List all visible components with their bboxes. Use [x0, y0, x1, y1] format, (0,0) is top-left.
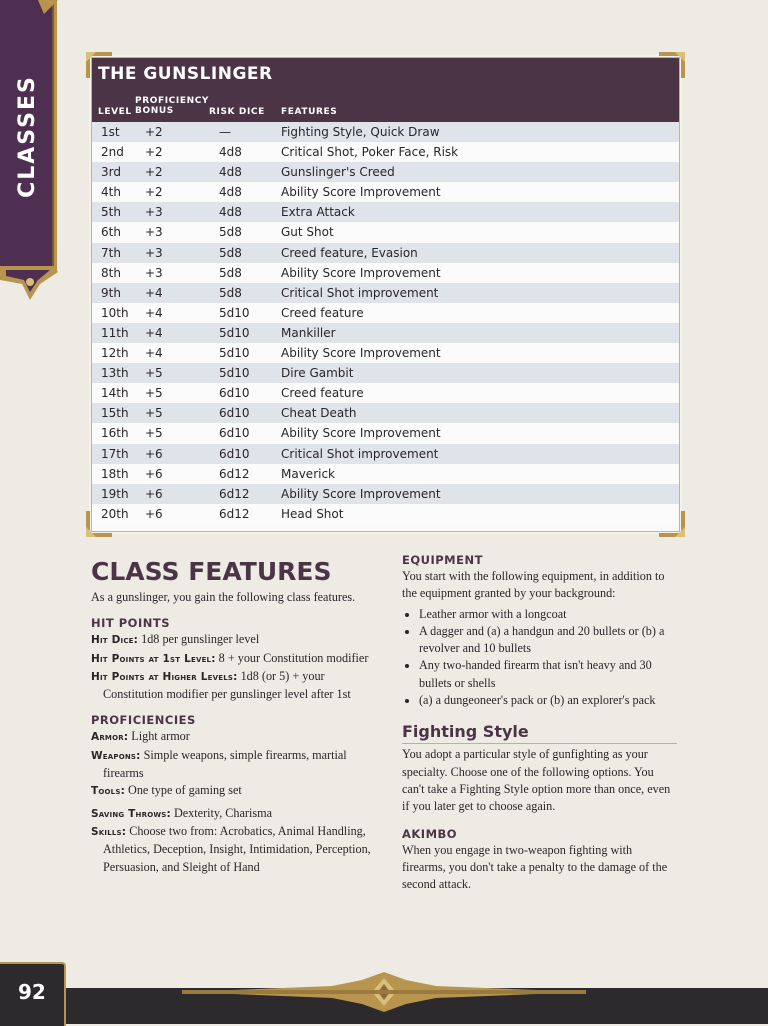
saving-throws-line	[91, 805, 376, 823]
features-cell: Gut Shot	[281, 225, 334, 240]
table-row	[92, 303, 679, 323]
level-cell: 4th	[101, 185, 121, 200]
risk-dice-cell: 5d10	[219, 346, 250, 361]
armor-line	[91, 728, 376, 746]
features-cell: Creed feature, Evasion	[281, 245, 418, 260]
tools-line	[91, 782, 376, 800]
level-cell: 11th	[101, 325, 129, 340]
proficiency-cell: +5	[145, 366, 163, 381]
proficiency-cell: +6	[145, 466, 163, 481]
hp-first-level-line	[91, 650, 376, 668]
level-cell: 1st	[101, 125, 120, 139]
hp-higher-levels-label: Hit Points at Higher Levels:	[91, 670, 238, 683]
proficiency-cell: +5	[145, 426, 163, 441]
risk-dice-cell: 6d12	[219, 506, 250, 521]
col-header-proficiency-line1: PROFICIENCY	[135, 96, 210, 106]
level-cell: 18th	[101, 466, 129, 481]
risk-dice-cell: 4d8	[219, 185, 242, 200]
level-cell: 3rd	[101, 165, 121, 180]
hit-dice-text: 1d8 per gunslinger level	[141, 632, 260, 647]
table-row	[92, 122, 679, 142]
level-cell: 16th	[101, 426, 129, 441]
risk-dice-cell: 4d8	[219, 165, 242, 180]
proficiency-cell: +2	[145, 185, 163, 200]
page-number: 92	[18, 980, 46, 1004]
proficiency-cell: +4	[145, 285, 163, 300]
proficiency-cell: +5	[145, 406, 163, 421]
proficiency-cell: +3	[145, 225, 163, 240]
skills-text: Choose two from: Acrobatics, Animal Handling, Athletics, Deception, Insight, Intimidation, Perception, Persuasion, and Sleight of Hand	[103, 823, 371, 874]
features-cell: Creed feature	[281, 305, 364, 320]
corner-ornament-icon	[86, 511, 112, 537]
hp-first-level-label: Hit Points at 1st Level:	[91, 652, 216, 665]
saving-throws-text: Dexterity, Charisma	[173, 805, 273, 820]
features-cell: Ability Score Improvement	[281, 426, 441, 441]
equipment-intro: You start with the following equipment, in addition to the equipment granted by your background:	[402, 569, 665, 601]
features-cell: Ability Score Improvement	[281, 486, 441, 501]
risk-dice-cell: 6d12	[219, 486, 250, 501]
table-row	[92, 423, 679, 443]
tab-top-ornament-icon	[38, 0, 58, 14]
hp-higher-levels-line	[91, 668, 376, 704]
risk-dice-cell: 6d10	[219, 426, 250, 441]
features-cell: Ability Score Improvement	[281, 346, 441, 361]
chapter-tab-label-wrap	[0, 0, 54, 272]
risk-dice-cell: 5d10	[219, 366, 250, 381]
table-row	[92, 403, 679, 423]
features-cell: Extra Attack	[281, 205, 355, 220]
level-cell: 15th	[101, 406, 129, 421]
level-cell: 20th	[101, 506, 129, 521]
saving-throws-label: Saving Throws:	[91, 807, 171, 820]
risk-dice-cell: 5d10	[219, 325, 250, 340]
proficiency-cell: +5	[145, 386, 163, 401]
table-row	[92, 263, 679, 283]
level-cell: 10th	[101, 305, 129, 320]
equipment-list	[402, 606, 677, 710]
proficiency-cell: +2	[145, 165, 163, 180]
table-row	[92, 343, 679, 363]
level-cell: 19th	[101, 486, 129, 501]
features-cell: Critical Shot improvement	[281, 446, 439, 461]
weapons-label: Weapons:	[91, 749, 141, 762]
table-header	[92, 58, 679, 122]
corner-ornament-icon	[659, 511, 685, 537]
left-column	[91, 555, 376, 876]
proficiency-cell: +3	[145, 245, 163, 260]
col-header-proficiency-line2: BONUS	[135, 106, 174, 116]
risk-dice-cell: 4d8	[219, 205, 242, 220]
col-header-proficiency	[135, 96, 209, 116]
weapons-text: Simple weapons, simple firearms, martial firearms	[103, 747, 347, 781]
table-row	[92, 464, 679, 484]
right-column	[402, 552, 677, 893]
risk-dice-cell: 6d12	[219, 466, 250, 481]
features-cell: Head Shot	[281, 506, 344, 521]
features-cell: Critical Shot, Poker Face, Risk	[281, 145, 459, 160]
risk-dice-cell: 5d8	[219, 265, 242, 280]
table-row	[92, 323, 679, 343]
corner-ornament-icon	[86, 52, 112, 78]
table-row	[92, 283, 679, 303]
proficiency-cell: +4	[145, 325, 163, 340]
table-row	[92, 142, 679, 162]
armor-label: Armor:	[91, 731, 129, 744]
table-row	[92, 504, 679, 524]
fighting-style-heading: Fighting Style	[402, 721, 677, 744]
hp-higher-levels-text: 1d8 (or 5) + your Constitution modifier per gunslinger level after 1st	[103, 668, 351, 702]
level-cell: 8th	[101, 265, 121, 280]
table-row	[92, 484, 679, 504]
proficiency-cell: +2	[145, 125, 163, 139]
class-features-heading: CLASS FEATURES	[91, 557, 332, 586]
table-title: THE GUNSLINGER	[98, 64, 273, 84]
table-row	[92, 444, 679, 464]
list-item: • Any two-handed firearm that isn't heavy and 30 bullets or shells	[419, 657, 677, 692]
risk-dice-cell: 5d8	[219, 285, 242, 300]
features-cell: Gunslinger's Creed	[281, 165, 395, 180]
proficiency-cell: +3	[145, 205, 163, 220]
table-row	[92, 383, 679, 403]
proficiency-cell: +4	[145, 346, 163, 361]
risk-dice-cell: 4d8	[219, 145, 242, 160]
risk-dice-cell: 6d10	[219, 446, 250, 461]
list-item: • Leather armor with a longcoat	[419, 606, 677, 623]
corner-ornament-icon	[659, 52, 685, 78]
level-cell: 2nd	[101, 145, 124, 160]
level-cell: 14th	[101, 386, 129, 401]
features-cell: Cheat Death	[281, 406, 357, 421]
risk-dice-cell: 5d8	[219, 225, 242, 240]
hit-dice-line	[91, 631, 376, 649]
risk-dice-cell: 6d10	[219, 386, 250, 401]
equipment-heading: EQUIPMENT	[402, 553, 483, 567]
class-features-intro: As a gunslinger, you gain the following class features.	[91, 590, 356, 604]
proficiency-cell: +3	[145, 265, 163, 280]
features-cell: Creed feature	[281, 386, 364, 401]
fighting-style-text: You adopt a particular style of gunfighting as your specialty. Choose one of the following options. You can't take a Fighting Style option more than once, even if you later get to choose again.	[402, 747, 671, 814]
proficiency-cell: +6	[145, 486, 163, 501]
level-cell: 6th	[101, 225, 121, 240]
level-cell: 9th	[101, 285, 121, 300]
table-body	[92, 122, 679, 524]
table-row	[92, 202, 679, 222]
col-header-level: LEVEL	[98, 107, 132, 117]
armor-text: Light armor	[131, 729, 190, 744]
proficiency-cell: +2	[145, 145, 163, 160]
list-item: • A dagger and (a) a handgun and 20 bullets or (b) a revolver and 10 bullets	[419, 623, 677, 658]
list-item: • (a) a dungeoneer's pack or (b) an explorer's pack	[419, 692, 677, 709]
features-cell: Maverick	[281, 466, 336, 481]
risk-dice-cell: —	[219, 125, 231, 139]
proficiency-cell: +6	[145, 446, 163, 461]
proficiency-cell: +6	[145, 506, 163, 521]
features-cell: Ability Score Improvement	[281, 265, 441, 280]
level-cell: 17th	[101, 446, 129, 461]
risk-dice-cell: 5d10	[219, 305, 250, 320]
risk-dice-cell: 6d10	[219, 406, 250, 421]
chapter-tab-label: CLASSES	[14, 74, 40, 198]
weapons-line	[91, 747, 376, 783]
table-row	[92, 162, 679, 182]
footer-ornament-icon	[182, 972, 586, 1012]
features-cell: Critical Shot improvement	[281, 285, 439, 300]
skills-label: Skills:	[91, 825, 127, 838]
features-cell: Fighting Style, Quick Draw	[281, 125, 440, 139]
proficiency-cell: +4	[145, 305, 163, 320]
hp-first-level-text: 8 + your Constitution modifier	[218, 650, 369, 665]
proficiencies-heading: PROFICIENCIES	[91, 713, 196, 728]
level-cell: 7th	[101, 245, 121, 260]
col-header-features: FEATURES	[281, 107, 338, 117]
akimbo-heading: AKIMBO	[402, 826, 458, 841]
hit-points-heading: HIT POINTS	[91, 616, 170, 631]
features-cell: Dire Gambit	[281, 366, 354, 381]
table-row	[92, 222, 679, 242]
skills-line	[91, 823, 376, 876]
risk-dice-cell: 5d8	[219, 245, 242, 260]
table-row	[92, 243, 679, 263]
gunslinger-table	[91, 57, 680, 532]
tools-label: Tools:	[91, 785, 125, 798]
tab-bottom-ornament-icon	[0, 262, 62, 302]
level-cell: 13th	[101, 366, 129, 381]
hit-dice-label: Hit Dice:	[91, 634, 139, 647]
level-cell: 12th	[101, 346, 129, 361]
table-row	[92, 363, 679, 383]
table-row	[92, 182, 679, 202]
col-header-risk-dice: RISK DICE	[209, 107, 265, 117]
tools-text: One type of gaming set	[128, 783, 242, 798]
features-cell: Mankiller	[281, 325, 336, 340]
features-cell: Ability Score Improvement	[281, 185, 441, 200]
level-cell: 5th	[101, 205, 121, 220]
akimbo-text: When you engage in two-weapon fighting with firearms, you don't take a penalty to the damage of the second attack.	[402, 842, 668, 892]
